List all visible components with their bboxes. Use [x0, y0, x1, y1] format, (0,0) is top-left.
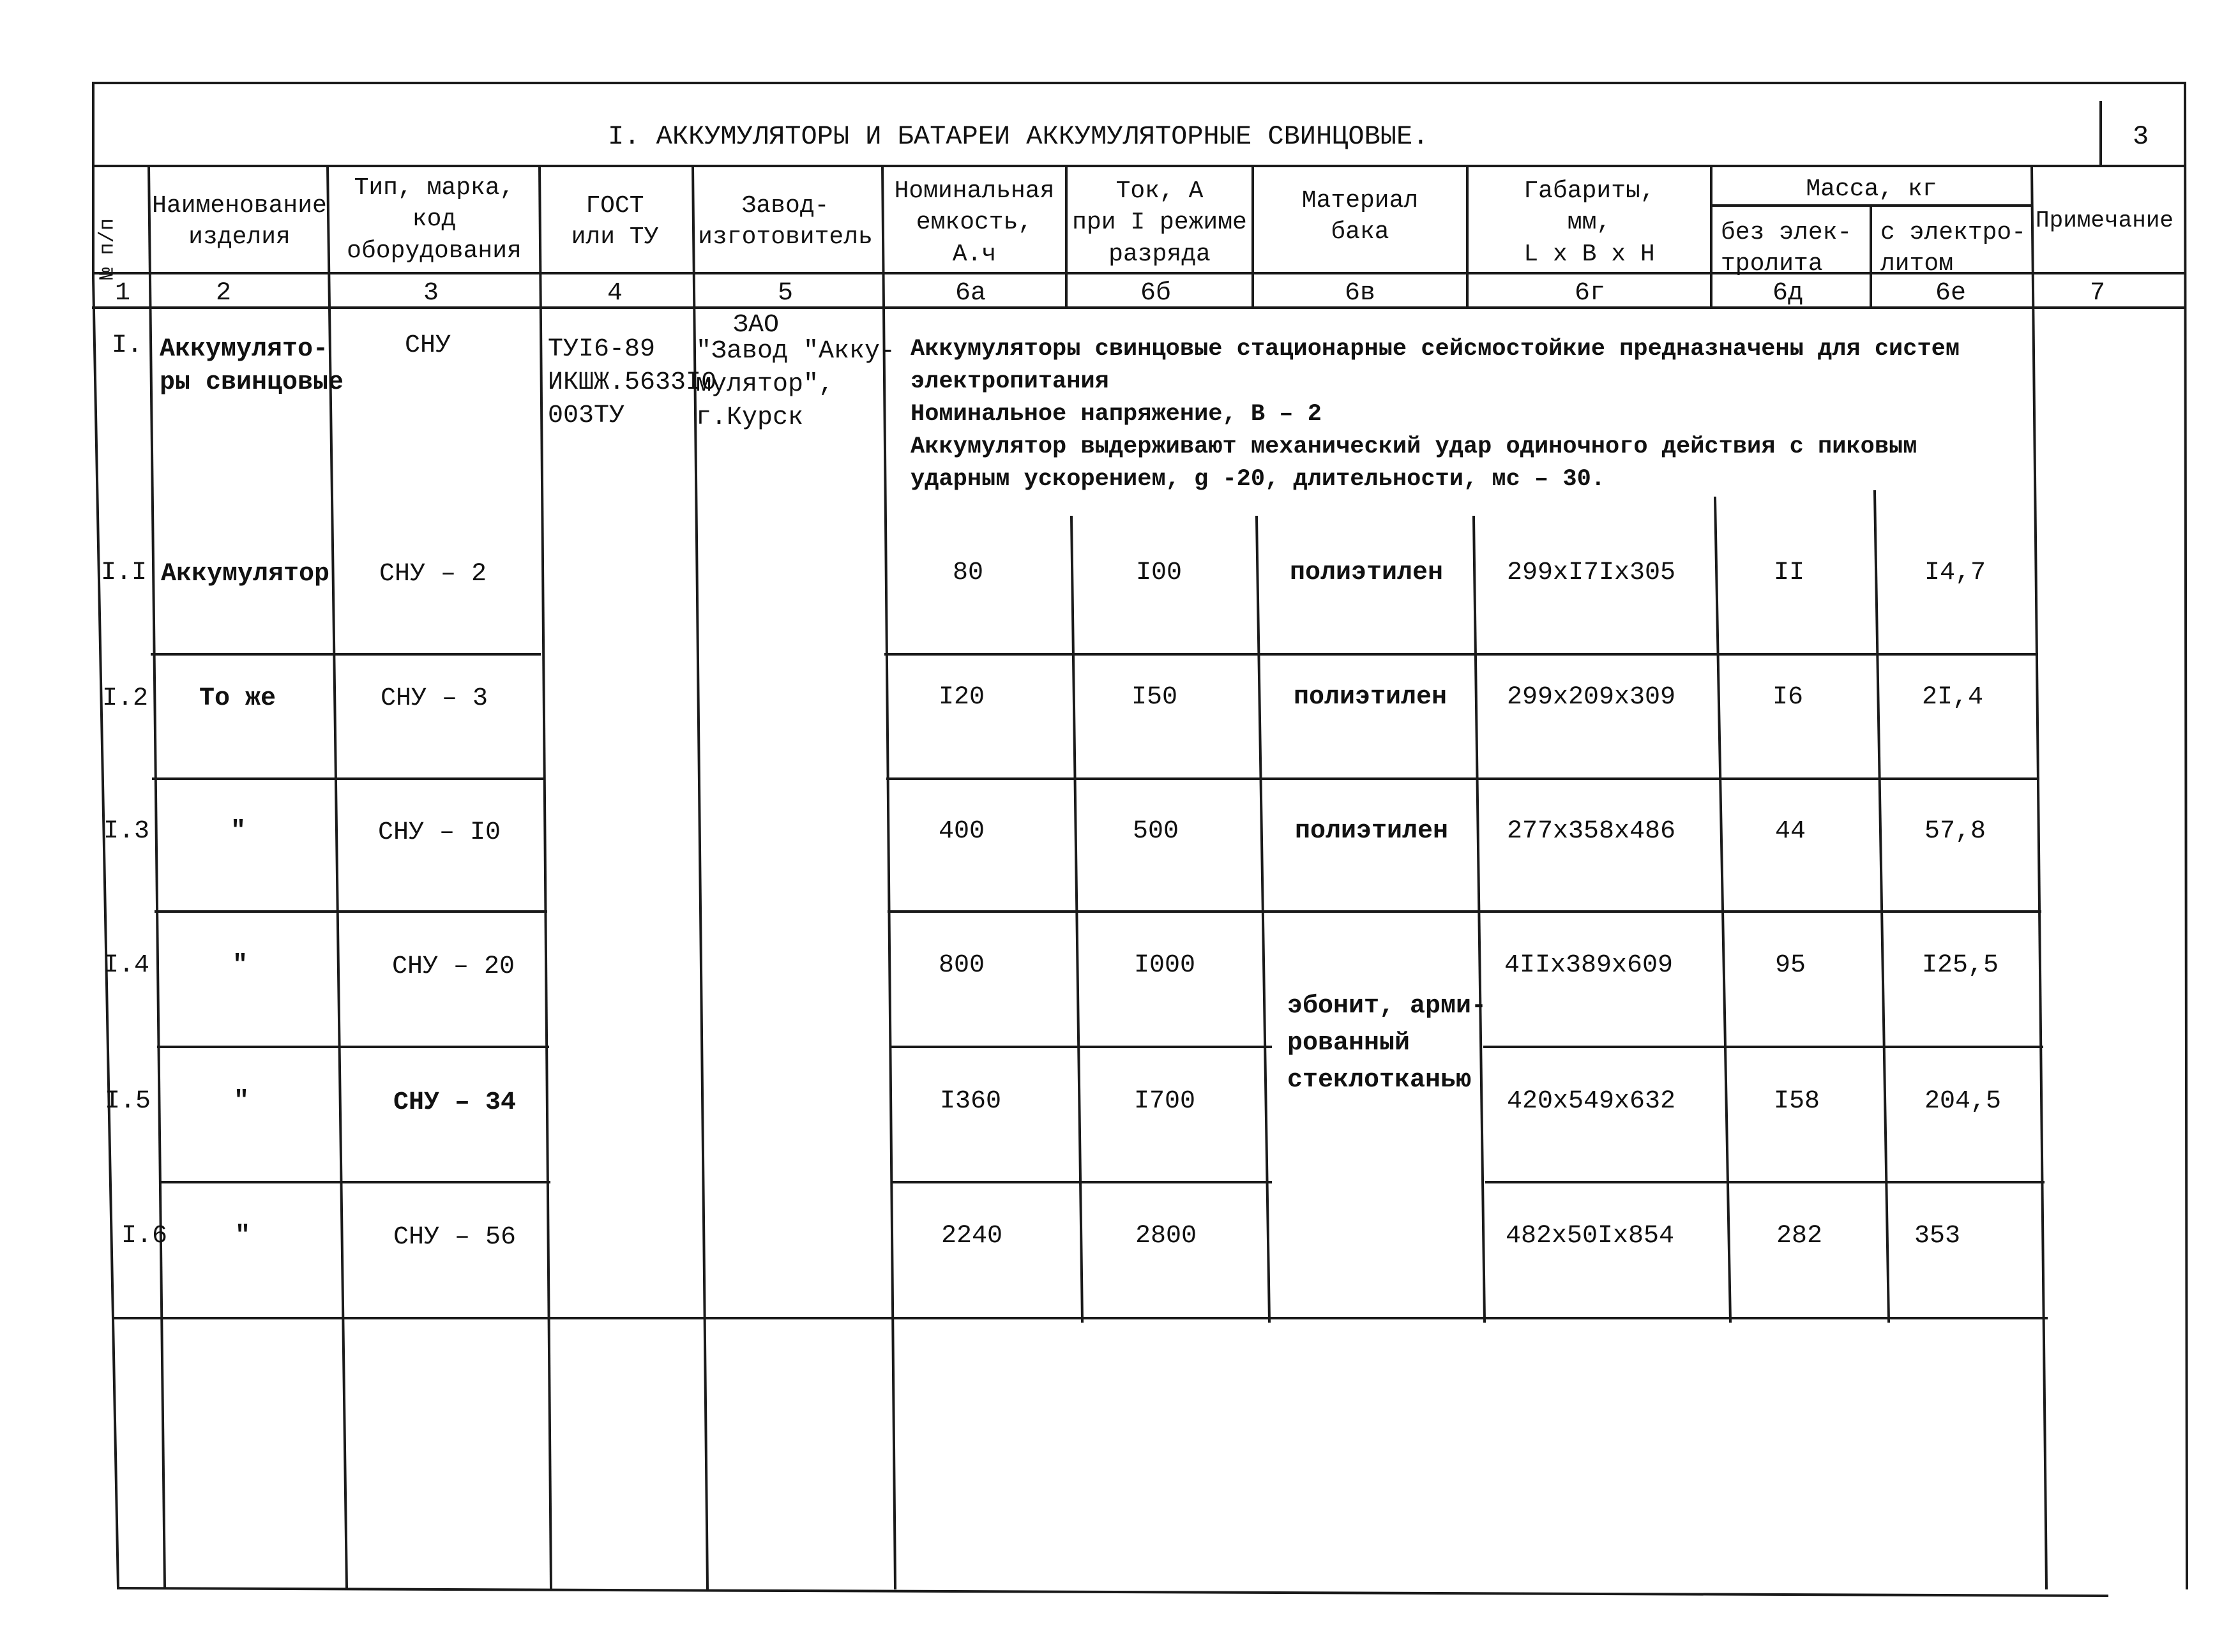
row-2-dimensions: 299x209x309	[1506, 683, 1676, 712]
page-number: 3	[2133, 121, 2149, 152]
merged-material-cell: эбонит, арми- рованный стеклотканью	[1287, 992, 1487, 1095]
row-1-material: полиэтилен	[1289, 559, 1444, 587]
row-1-mass-with-electrolyte: I4,7	[1924, 559, 1986, 587]
row-2-type: СНУ – 3	[380, 684, 488, 713]
header-current: Ток, А при I режиме разряда	[1072, 177, 1247, 268]
description-line-4: Аккумулятор выдерживают механический удар одиночного действия с пиковым	[911, 433, 1917, 461]
row-2-name: То же	[199, 684, 276, 713]
description-line-3: Номинальное напряжение, В – 2	[911, 401, 1322, 428]
row-2-mass-with-electrolyte: 2I,4	[1921, 683, 1984, 712]
header-mass-with-electrolyte: с электро- литом	[1880, 219, 2027, 278]
row-3-dimensions: 277x358x486	[1506, 817, 1676, 846]
row-3-name: "	[230, 817, 246, 846]
row-1-dimensions: 299xI7Ix305	[1506, 559, 1676, 587]
row-5-capacity: I360	[939, 1087, 1002, 1116]
description-line-5: ударным ускорением, g -20, длительности, мс – 30.	[911, 466, 1605, 493]
row-2-current: I50	[1131, 683, 1178, 712]
row-4-current: I000	[1133, 951, 1196, 980]
header-num: № п/п	[95, 218, 119, 280]
group-number: I.	[112, 331, 143, 360]
col-number-4: 4	[607, 279, 623, 308]
row-3-material: полиэтилен	[1294, 817, 1449, 846]
row-2-num: I.2	[102, 684, 149, 713]
col-number-6v: 6в	[1344, 279, 1376, 308]
row-1-num: I.I	[101, 559, 147, 587]
header-type: Тип, марка, код оборудования	[347, 174, 522, 265]
row-1-capacity: 80	[952, 559, 984, 587]
row-6-name: "	[234, 1222, 251, 1250]
col-number-1: 1	[114, 279, 131, 308]
group-name: Аккумулято- ры свинцовые	[160, 335, 344, 397]
header-gost: ГОСТ или ТУ	[571, 192, 659, 252]
row-6-dimensions: 482x50Ix854	[1505, 1222, 1675, 1250]
row-5-dimensions: 420x549x632	[1506, 1087, 1676, 1116]
row-3-capacity: 400	[938, 817, 985, 846]
row-3-mass-no-electrolyte: 44	[1774, 817, 1806, 846]
row-4-type: СНУ – 20	[391, 952, 515, 981]
row-6-mass-with-electrolyte: 353	[1914, 1222, 1961, 1250]
row-5-mass-with-electrolyte: 204,5	[1924, 1087, 2002, 1116]
header-capacity: Номинальная емкость, А.ч	[894, 177, 1055, 268]
col-number-6e: 6е	[1935, 279, 1967, 308]
document-title: I. АККУМУЛЯТОРЫ И БАТАРЕИ АККУМУЛЯТОРНЫЕ СВИНЦОВЫЕ.	[608, 121, 1429, 152]
description-line-1: Аккумуляторы свинцовые стационарные сейсмостойкие предназначены для систем	[911, 336, 1960, 363]
row-2-material: полиэтилен	[1293, 683, 1448, 712]
row-3-current: 500	[1132, 817, 1179, 846]
group-description	[911, 333, 1960, 496]
header-factory: Завод- изготовитель	[698, 192, 873, 252]
row-5-name: "	[233, 1087, 250, 1116]
header-mass-no-electrolyte: без элек- тролита	[1721, 219, 1852, 278]
row-3-type: СНУ – I0	[377, 818, 501, 847]
header-name: Наименование изделия	[152, 192, 327, 252]
row-4-name: "	[232, 951, 248, 980]
header-note: Примечание	[2036, 207, 2174, 234]
group-factory-prefix: ЗАО	[733, 311, 780, 340]
row-6-current: 2800	[1135, 1222, 1197, 1250]
row-2-mass-no-electrolyte: I6	[1772, 683, 1804, 712]
col-number-2: 2	[215, 279, 232, 308]
row-4-num: I.4	[103, 951, 150, 980]
row-6-capacity: 2240	[941, 1222, 1003, 1250]
group-gost: ТУI6-89 ИКШЖ.5633I0 003ТУ	[548, 335, 717, 430]
col-number-6a: 6а	[955, 279, 987, 308]
row-5-mass-no-electrolyte: I58	[1773, 1087, 1820, 1116]
row-4-capacity: 800	[938, 951, 985, 980]
col-number-7: 7	[2089, 279, 2106, 308]
row-1-type: СНУ – 2	[379, 560, 487, 589]
row-6-mass-no-electrolyte: 282	[1776, 1222, 1823, 1250]
row-6-num: I.6	[121, 1222, 168, 1250]
row-4-dimensions: 4IIx389x609	[1504, 951, 1674, 980]
col-number-6b: 6б	[1140, 279, 1172, 308]
row-5-num: I.5	[105, 1087, 151, 1116]
col-number-5: 5	[777, 279, 794, 308]
row-1-name: Аккумулятор	[161, 560, 330, 589]
row-1-mass-no-electrolyte: II	[1773, 559, 1805, 587]
col-number-3: 3	[423, 279, 439, 308]
row-3-num: I.3	[103, 817, 150, 846]
group-factory: "Завод "Акку- мулятор", г.Курск	[696, 337, 896, 432]
row-2-capacity: I20	[938, 683, 985, 712]
row-5-current: I700	[1133, 1087, 1196, 1116]
col-number-6g: 6г	[1574, 279, 1606, 308]
row-6-type: СНУ – 56	[393, 1223, 517, 1252]
row-1-current: I00	[1135, 559, 1183, 587]
col-number-6d: 6д	[1772, 279, 1804, 308]
header-mass: Масса, кг	[1806, 176, 1937, 203]
row-4-mass-with-electrolyte: I25,5	[1921, 951, 1999, 980]
group-type: СНУ	[404, 331, 451, 360]
description-line-2: электропитания	[911, 368, 1109, 396]
header-material: Материал бака	[1301, 187, 1419, 246]
row-3-mass-with-electrolyte: 57,8	[1924, 817, 1986, 846]
header-dimensions: Габариты, мм, L x B x H	[1523, 177, 1655, 268]
row-4-mass-no-electrolyte: 95	[1774, 951, 1806, 980]
row-5-type: СНУ – 34	[393, 1088, 517, 1117]
